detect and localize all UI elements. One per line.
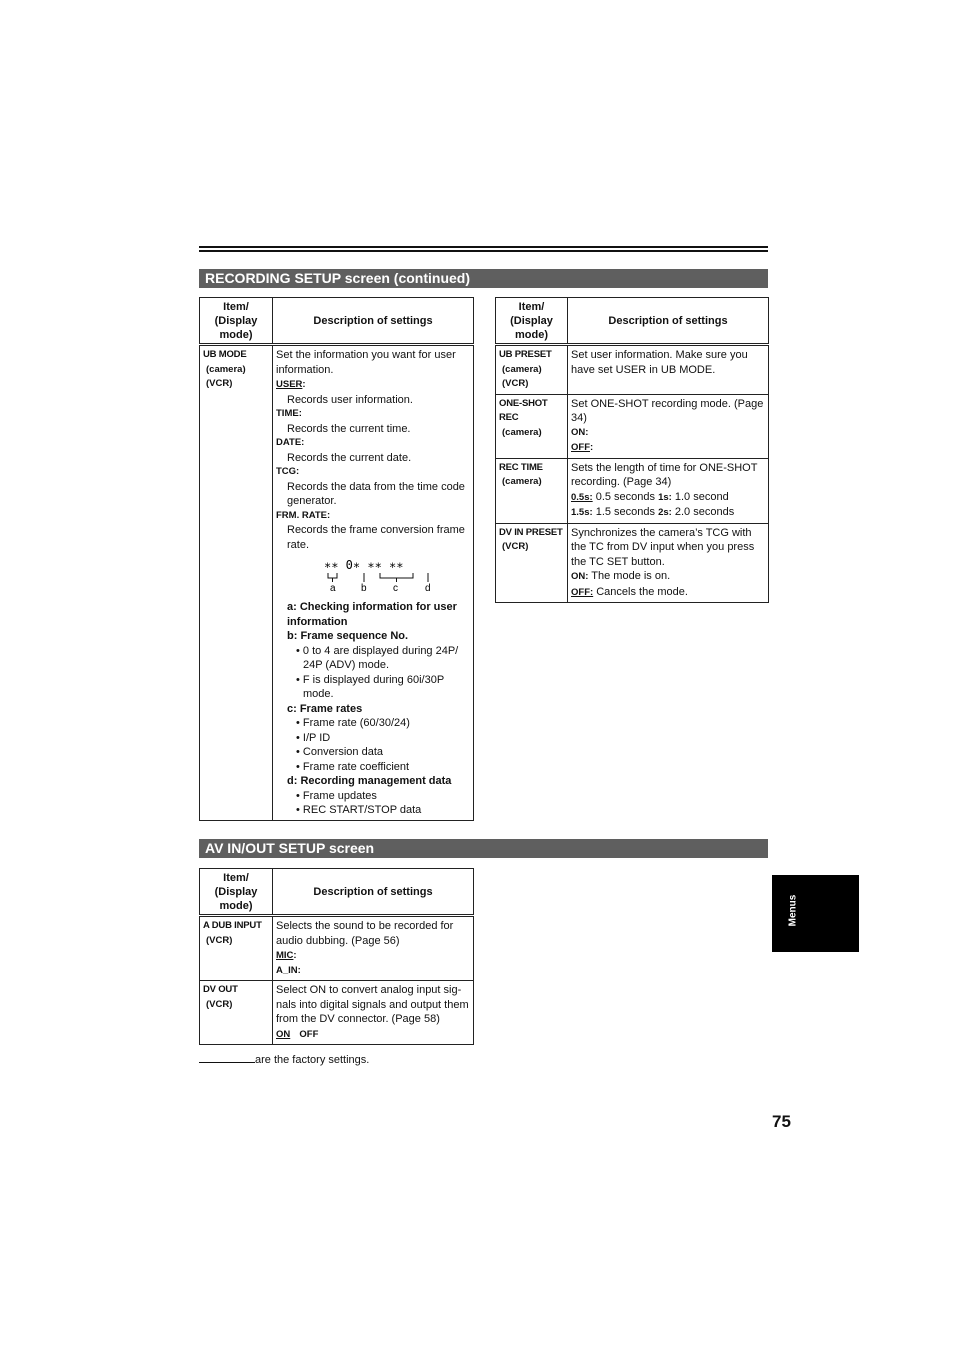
header-item: Item/ (Display mode): [200, 869, 273, 916]
table-row: [200, 345, 474, 821]
desc-dv-in-preset: Synchronizes the camera’s TCG with the TC from DV input when you press the TC SET button. ON: The mode is on. OFF: Cancels the mode.: [568, 523, 769, 603]
desc-ub-mode: Set the information you want for user information. USER: Records user information. TIME: Records the current time. DATE: Records the current date. TCG: Records the data from the time code generator. FRM. RATE: Records the frame conversion frame rate. ∗∗ 0∗ ∗∗ ∗∗ a b c d a: Checking information for user information b: Frame sequence No. • 0 to 4 are displayed during 24P/ 24P (ADV) mode. • F is displayed during 60i/30P mode. c: Frame rates • Frame rate (60/30/24) • I/P ID • Conversion data • Frame rate coefficient d: Recording management data • Frame updates • REC START/STOP data: [273, 345, 474, 821]
label-d: d: [425, 583, 431, 592]
item-dv-in-preset: DV IN PRESET (VCR): [496, 523, 568, 603]
table-header-row: [200, 869, 474, 916]
label-a: a: [330, 583, 336, 592]
desc-dv-out: Select ON to convert analog input sig-nals into digital signals and output them from the DV connector. (Page 58) ON OFF: [273, 981, 474, 1045]
side-tab-menus: [772, 875, 859, 952]
recording-setup-table-left: [199, 297, 474, 821]
desc-rec-time: Sets the length of time for ONE-SHOT recording. (Page 34) 0.5s: 0.5 seconds 1s: 1.0 second 1.5s: 1.5 seconds 2s: 2.0 seconds: [568, 458, 769, 523]
header-description: Description of settings: [273, 869, 474, 916]
factory-settings-note: are the factory settings.: [199, 1052, 369, 1066]
header-description: Description of settings: [568, 298, 769, 345]
desc-one-shot-rec: Set ONE-SHOT recording mode. (Page 34) ON: OFF:: [568, 394, 769, 458]
table-row: [496, 345, 769, 395]
header-item: Item/ (Display mode): [200, 298, 273, 345]
section-title-av-in-out-setup: AV IN/OUT SETUP screen: [199, 839, 768, 858]
table-header-row: [200, 298, 474, 345]
top-rule: [199, 246, 768, 248]
label-b: b: [361, 583, 367, 592]
item-a-dub-input: A DUB INPUT (VCR): [200, 916, 273, 981]
recording-setup-table-right: [495, 297, 769, 603]
table-row: [496, 523, 769, 603]
table-row: [200, 916, 474, 981]
desc-ub-preset: Set user information. Make sure you have set USER in UB MODE.: [568, 345, 769, 395]
item-dv-out: DV OUT (VCR): [200, 981, 273, 1045]
table-row: [496, 458, 769, 523]
header-description: Description of settings: [273, 298, 474, 345]
av-in-out-table: [199, 868, 474, 1045]
table-row: [200, 981, 474, 1045]
bracket-c: [380, 573, 413, 582]
top-rule-2: [199, 250, 768, 252]
label-c: c: [393, 583, 398, 592]
side-tab-label: Menus: [787, 894, 799, 927]
underline-sample: [199, 1052, 255, 1063]
item-ub-mode: UB MODE (camera) (VCR): [200, 345, 273, 821]
bracket-a: [328, 573, 337, 582]
item-one-shot-rec: ONE-SHOT REC (camera): [496, 394, 568, 458]
table-header-row: [496, 298, 769, 345]
section-title-recording-setup: RECORDING SETUP screen (continued): [199, 269, 768, 288]
item-ub-preset: UB PRESET (camera) (VCR): [496, 345, 568, 395]
page-number: 75: [772, 1112, 791, 1131]
user-bits-diagram: [276, 558, 471, 592]
item-rec-time: REC TIME (camera): [496, 458, 568, 523]
table-row: [496, 394, 769, 458]
desc-a-dub-input: Selects the sound to be recorded for audio dubbing. (Page 56) MIC: A_IN:: [273, 916, 474, 981]
header-item: Item/ (Display mode): [496, 298, 568, 345]
diagram-code: ∗∗ 0∗ ∗∗ ∗∗: [324, 558, 404, 572]
